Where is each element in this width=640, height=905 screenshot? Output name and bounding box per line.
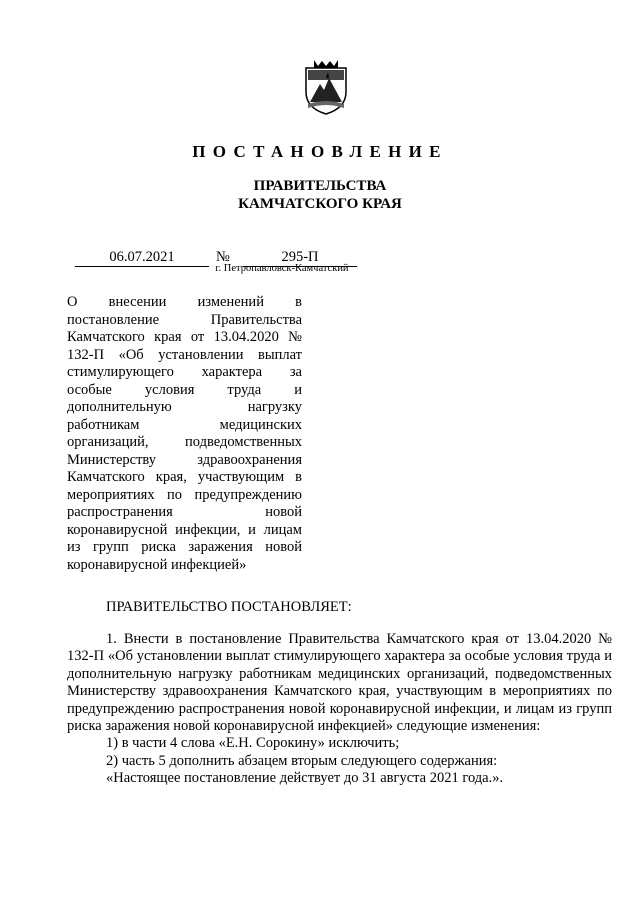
kamchatka-coat-of-arms-icon: [302, 58, 350, 116]
document-body: [67, 631, 612, 788]
paragraph-1: 1. Внести в постановление Правительства Камчатского края от 13.04.2020 № 132-П «Об установлении выплат стимулирующего характера за особые условия труда и дополнительную нагрузку работникам медицинских организаций, подведомственных Министерству здравоохранения Камчатского края, участвующим в мероприятиях по предупреждению распространения новой коронавирусной инфекции, и лицам из групп риска заражения новой коронавирусной инфекцией» следующие изменения:: [67, 631, 612, 735]
document-number: 295-П: [243, 248, 357, 267]
issuer-line-1: ПРАВИТЕЛЬСТВА: [253, 178, 387, 194]
issuer-line-2: КАМЧАТСКОГО КРАЯ: [238, 196, 402, 212]
number-sign: №: [216, 249, 230, 265]
change-item-1: 1) в части 4 слова «Е.Н. Сорокину» исключить;: [106, 735, 400, 752]
document-subject: О внесении изменений в постановление Правительства Камчатского края от 13.04.2020 № 132-П «Об установлении выплат стимулирующего характера за особые условия труда и дополнительную нагрузку работникам медицинских организаций, подведомственных Министерству здравоохранения Камчатского края, участвующим в мероприятиях по предупреждению распространения новой коронавирусной инфекции, и лицам из групп риска заражения новой коронавирусной инфекцией»: [67, 294, 302, 573]
change-item-2: 2) часть 5 дополнить абзацем вторым следующего содержания:: [106, 752, 498, 769]
document-date: 06.07.2021: [75, 248, 209, 267]
quoted-text: «Настоящее постановление действует до 31 августа 2021 года.».: [106, 770, 504, 787]
decree-phrase: ПРАВИТЕЛЬСТВО ПОСТАНОВЛЯЕТ:: [106, 599, 352, 615]
document-type-title: ПОСТАНОВЛЕНИЕ: [192, 142, 448, 161]
city-label: г. Петропавловск-Камчатский: [215, 263, 349, 274]
